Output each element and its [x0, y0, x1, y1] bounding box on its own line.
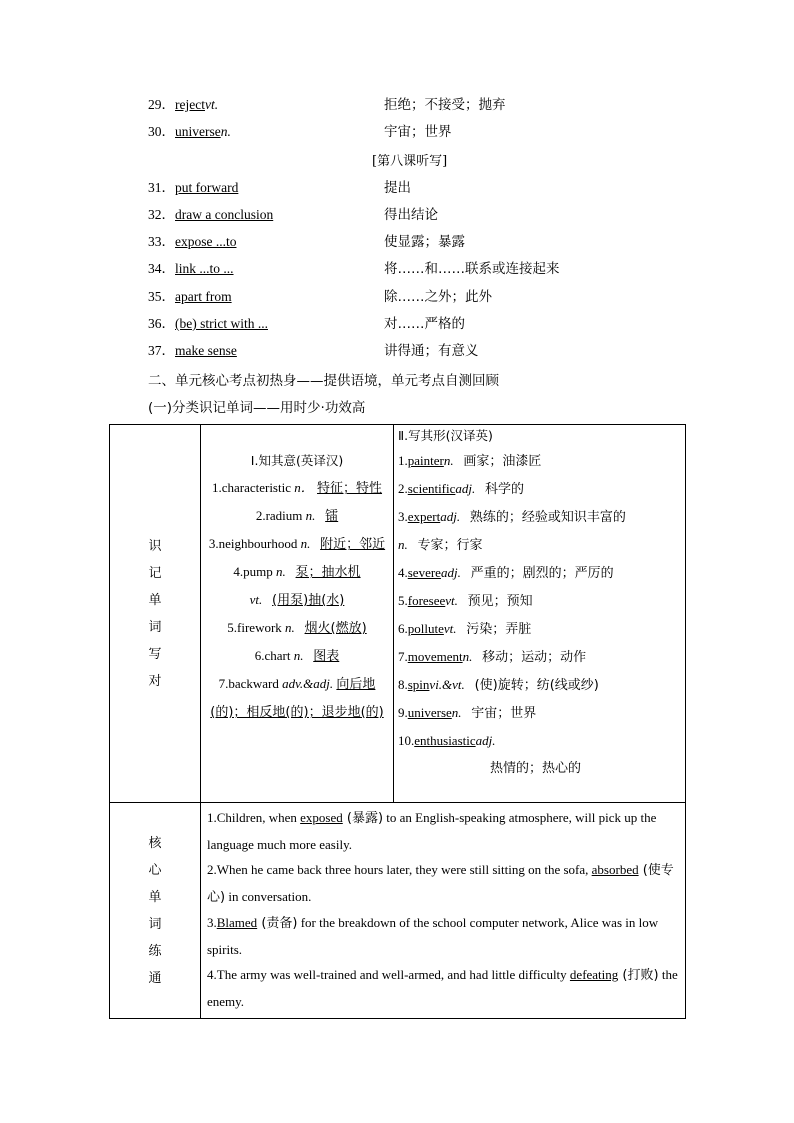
section-heading: 二、单元核心考点初热身——提供语境，单元考点自测回顾 — [148, 373, 499, 389]
vocab-row — [148, 232, 465, 252]
practice-sentence: 2.When he came back three hours later, they were still sitting on the sofa, absorbed (使专心) in conversation. — [207, 862, 674, 905]
side-char: 记 — [148, 565, 162, 581]
side-char: 心 — [148, 862, 162, 878]
chinese-meaning: 拒绝；不接受；抛弃 — [384, 97, 506, 113]
item-number: 37． — [148, 343, 175, 358]
chinese-meaning: 除……之外；此外 — [384, 289, 492, 305]
col1-item: 4.pump n. 泵；抽水机 vt. (用泵)抽(水) — [233, 564, 361, 608]
side-char: 写 — [148, 646, 162, 662]
english-term: apart from — [175, 289, 232, 304]
chinese-meaning: 将……和……联系或连接起来 — [384, 261, 560, 277]
side-char: 单 — [148, 889, 162, 905]
item-number: 34． — [148, 261, 175, 276]
item-number: 29． — [148, 97, 175, 112]
col1-item: 7.backward adv.&adj. 向后地(的)；相反地(的)；退步地(的) — [210, 676, 384, 720]
practice-sentence: 1.Children, when exposed (暴露) to an English-speaking atmosphere, will pick up the language much more easily. — [207, 810, 657, 852]
col2-item: 2.scientificadj. 科学的 — [398, 481, 525, 497]
practice-sentence: 4.The army was well-trained and well-armed, and had little difficulty defeating (打败) the enemy. — [207, 967, 678, 1009]
item-number: 33． — [148, 234, 175, 249]
chinese-meaning: 提出 — [384, 180, 411, 196]
chinese-meaning: 讲得通；有意义 — [384, 343, 479, 359]
subsection-heading: (一)分类识记单词——用时少·功效高 — [148, 400, 366, 416]
col2-item: 8.spinvi.&vt. (使)旋转；纺(线或纱) — [398, 677, 599, 693]
side-char: 识 — [148, 538, 162, 554]
sentence-practice — [201, 803, 686, 1019]
item-number: 30． — [148, 124, 175, 139]
vocab-row — [148, 341, 479, 361]
english-term: (be) strict with ... — [175, 316, 268, 331]
english-term: make sense — [175, 343, 237, 358]
side-char: 通 — [148, 970, 162, 986]
item-number: 36． — [148, 316, 175, 331]
col1-item: 1.characteristic n． 特征；特性 — [211, 480, 383, 496]
part-of-speech: vt. — [204, 97, 219, 112]
col2-item: 7.movementn. 移动；运动；动作 — [398, 649, 587, 665]
col1-item: 2.radium n. 镭 — [255, 508, 339, 524]
col2-item: 5.foreseevt. 预见；预知 — [398, 593, 533, 609]
col2-item: 9.universen. 宇宙；世界 — [398, 705, 537, 721]
vocab-row — [148, 178, 411, 198]
side-char: 核 — [148, 835, 162, 851]
part-of-speech: n. — [220, 124, 231, 139]
english-term: put forward — [175, 180, 239, 195]
english-term: draw a conclusion — [175, 207, 274, 222]
english-term: expose ...to — [175, 234, 237, 249]
vocab-row — [148, 122, 452, 142]
column-header: Ⅰ.知其意(英译汉) — [250, 453, 344, 468]
col2-item: 10.enthusiasticadj. 热情的；热心的 — [398, 733, 582, 776]
english-term: universe — [175, 124, 221, 139]
practice-row — [110, 803, 686, 1019]
col1-item: 5.firework n. 烟火(燃放) — [227, 620, 367, 636]
side-char: 词 — [148, 619, 162, 635]
side-char: 词 — [148, 916, 162, 932]
side-label — [110, 425, 201, 803]
vocab-row — [148, 259, 560, 279]
item-number: 32． — [148, 207, 175, 222]
col2-item: 6.pollutevt. 污染；弄脏 — [398, 621, 532, 637]
chn-to-eng-column — [394, 425, 686, 803]
col1-item: 3.neighbourhood n. 附近；邻近 — [208, 536, 386, 552]
english-term: link ...to ... — [175, 261, 234, 276]
vocab-row — [148, 205, 438, 225]
col2-item: 4.severeadj. 严重的；剧烈的；严厉的 — [398, 565, 614, 581]
vocab-table — [109, 424, 686, 1019]
word-row — [110, 425, 686, 803]
chinese-meaning: 对……严格的 — [384, 316, 465, 332]
item-number: 35． — [148, 289, 175, 304]
vocab-row — [148, 95, 506, 115]
vocab-row — [148, 314, 465, 334]
column-header: Ⅱ.写其形(汉译英) — [398, 428, 493, 443]
side-char: 练 — [148, 943, 162, 959]
eng-to-chn-column — [201, 425, 394, 803]
vocab-row — [148, 287, 492, 307]
side-char: 对 — [148, 673, 162, 689]
chinese-meaning: 使显露；暴露 — [384, 234, 465, 250]
col1-item: 6.chart n. 图表 — [254, 648, 340, 664]
chinese-meaning: 得出结论 — [384, 207, 438, 223]
practice-sentence: 3.Blamed (责备) for the breakdown of the school computer network, Alice was in low spirits. — [207, 915, 659, 957]
section-mark: [第八课听写] — [372, 154, 448, 169]
col2-item: 1.paintern. 画家；油漆匠 — [398, 453, 542, 469]
english-term: reject — [175, 97, 205, 112]
chinese-meaning: 宇宙；世界 — [384, 124, 452, 140]
item-number: 31． — [148, 180, 175, 195]
col2-item: 3.expertadj. 熟练的；经验或知识丰富的 n. 专家；行家 — [398, 509, 626, 553]
side-char: 单 — [148, 592, 162, 608]
side-label — [110, 803, 201, 1019]
